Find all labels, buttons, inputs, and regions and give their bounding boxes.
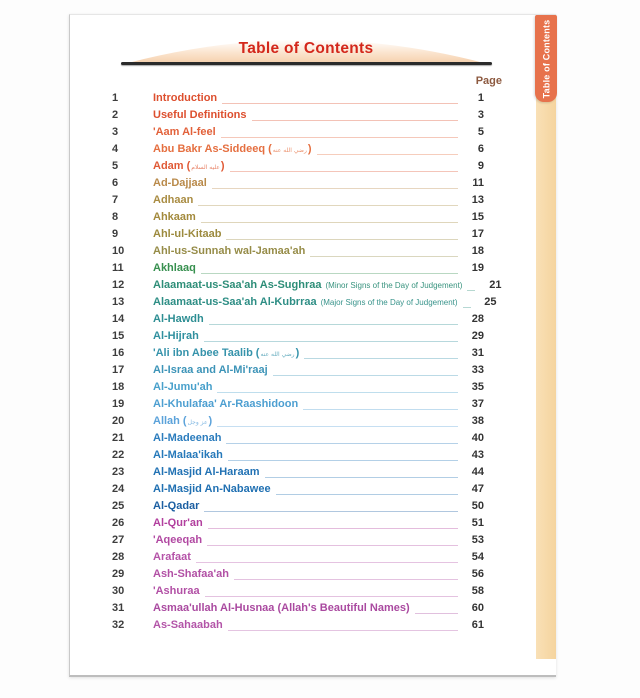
entry-title: Asmaa'ullah Al-Husnaa (Allah's Beautiful Names) [153,602,410,614]
toc-entry[interactable] [112,447,486,464]
toc-entry[interactable] [112,90,486,107]
entry-page-number: 53 [471,534,484,546]
leader-line [226,239,458,240]
toc-entry[interactable] [112,617,486,634]
leader-line [196,562,458,563]
toc-entry[interactable] [112,226,486,243]
entry-honorific-arabic: عز وجل [187,419,208,426]
entry-page-number: 47 [471,483,484,495]
entry-number: 9 [112,228,119,240]
entry-number: 15 [112,330,125,342]
entry-page-number: 54 [471,551,484,563]
toc-entry[interactable] [112,277,502,294]
entry-title: Introduction [153,92,218,104]
toc-entry[interactable] [112,600,486,617]
toc-entry[interactable] [112,260,486,277]
toc-entry[interactable] [112,345,486,362]
entry-title: Arafaat [153,551,191,563]
entry-number: 28 [112,551,125,563]
entry-number: 19 [112,398,125,410]
entry-number: 31 [112,602,125,614]
book-page [69,14,556,677]
entry-title: 'Aam Al-feel [153,126,216,138]
toc-entry[interactable] [112,566,486,583]
entry-number: 21 [112,432,125,444]
entry-page-number: 11 [472,177,484,189]
toc-entry[interactable] [112,413,486,430]
entry-number: 32 [112,619,125,631]
leader-line [228,460,458,461]
toc-entry[interactable] [112,209,486,226]
toc-entry[interactable] [112,175,486,192]
entry-title: Allah [153,415,180,427]
leader-line [205,596,458,597]
entry-title: Al-Masjid An-Nabawee [153,483,271,495]
entry-title: Al-Khulafaa' Ar-Raashidoon [153,398,299,410]
leader-line [265,477,458,478]
entry-page-number: 40 [471,432,484,444]
toc-entry[interactable] [112,158,486,175]
entry-number: 10 [112,245,125,257]
entry-number: 8 [112,211,119,223]
leader-line [212,188,458,189]
entry-page-number: 15 [471,211,484,223]
entry-number: 7 [112,194,119,206]
entry-title: Al-Hijrah [153,330,199,342]
entry-number: 4 [112,143,119,155]
entry-page-number: 17 [471,228,484,240]
entry-title: 'Ali ibn Abee Taalib [153,347,253,359]
entry-page-number: 13 [471,194,484,206]
entry-page-number: 25 [484,296,497,308]
page-edge-strip [536,15,556,659]
leader-line [252,120,458,121]
entry-page-number: 28 [471,313,484,325]
entry-number: 24 [112,483,125,495]
side-tab-table-of-contents[interactable] [535,15,557,102]
entry-number: 29 [112,568,125,580]
leader-line [204,511,458,512]
toc-entry[interactable] [112,243,486,260]
entry-number: 23 [112,466,125,478]
leader-line [276,494,458,495]
leader-line [273,375,458,376]
entry-title: Ad-Dajjaal [153,177,207,189]
leader-line [204,341,458,342]
entry-title: Ahl-ul-Kitaab [153,228,222,240]
entry-page-number: 38 [471,415,484,427]
entry-title: Ahl-us-Sunnah wal-Jamaa'ah [153,245,306,257]
entry-title: Alaamaat-us-Saa'ah Al-Kubrraa [153,296,317,308]
toc-entry[interactable] [112,464,486,481]
entry-number: 1 [112,92,119,104]
toc-entry[interactable] [112,107,486,124]
toc-entry[interactable] [112,583,486,600]
entry-page-number: 60 [471,602,484,614]
entry-page-number: 35 [471,381,484,393]
entry-honorific-arabic: عليه السلام [191,164,220,171]
entry-page-number: 6 [477,143,484,155]
entry-page-number: 43 [471,449,484,461]
entry-title: Alaamaat-us-Saa'ah As-Sughraa [153,279,322,291]
leader-line [201,273,458,274]
leader-line [467,290,475,291]
entry-page-number: 18 [471,245,484,257]
entry-number: 14 [112,313,125,325]
entry-number: 5 [112,160,119,172]
toc-rows [112,90,502,634]
entry-number: 16 [112,347,125,359]
leader-line [415,613,458,614]
toc-entry[interactable] [112,549,486,566]
entry-title: Al-Masjid Al-Haraam [153,466,260,478]
leader-line [228,630,458,631]
entry-title: Al-Qur'an [153,517,203,529]
leader-line [208,528,458,529]
entry-honorific-wrap: (رضي الله عنه) [268,143,312,155]
leader-line [222,103,458,104]
toc-entry[interactable] [112,515,486,532]
entry-page-number: 33 [471,364,484,376]
entry-page-number: 37 [471,398,484,410]
entry-honorific-wrap: (عز وجل) [182,415,213,427]
entry-page-number: 1 [477,92,484,104]
toc-entry[interactable] [112,532,486,549]
entry-title: Al-Madeenah [153,432,222,444]
page-title: Table of Contents [238,40,374,57]
toc-entry[interactable] [112,379,486,396]
entry-title: Ahkaam [153,211,196,223]
page-column-header: Page [475,75,502,87]
entry-number: 22 [112,449,125,461]
entry-number: 2 [112,109,119,121]
entry-honorific-wrap: (رضي الله عنه) [255,347,300,359]
entry-page-number: 44 [471,466,484,478]
leader-line [463,307,471,308]
entry-title: Abu Bakr As-Siddeeq [153,143,266,155]
toc-entry[interactable] [112,141,486,158]
entry-title: Al-Jumu'ah [153,381,213,393]
entry-number: 3 [112,126,119,138]
leader-line [221,137,458,138]
leader-line [230,171,458,172]
entry-title: Al-Hawdh [153,313,204,325]
toc-entry[interactable] [112,498,486,515]
entry-honorific-wrap: (عليه السلام) [186,160,225,172]
entry-page-number: 29 [471,330,484,342]
entry-number: 13 [112,296,125,308]
entry-title: Akhlaaq [153,262,196,274]
entry-number: 20 [112,415,125,427]
entry-number: 30 [112,585,125,597]
leader-line [226,443,458,444]
entry-honorific-arabic: رضي الله عنه [260,351,295,358]
entry-page-number: 51 [471,517,484,529]
entry-title: Adam [153,160,184,172]
entry-title: Al-Malaa'ikah [153,449,223,461]
entry-page-number: 31 [471,347,484,359]
entry-page-number: 58 [471,585,484,597]
entry-page-number: 21 [489,279,502,291]
entry-page-number: 9 [477,160,484,172]
header-underline [121,62,492,65]
side-tab-label: Table of Contents [541,19,552,98]
leader-line [303,409,458,410]
entry-number: 17 [112,364,125,376]
leader-line [317,154,458,155]
entry-title: Al-Qadar [153,500,200,512]
entry-title: Useful Definitions [153,109,247,121]
toc-entry[interactable] [112,328,486,345]
toc-list [112,73,502,634]
entry-title: 'Aqeeqah [153,534,203,546]
leader-line [207,545,458,546]
leader-line [217,392,458,393]
entry-title: 'Ashuraa [153,585,200,597]
toc-entry[interactable] [112,396,486,413]
entry-page-number: 56 [471,568,484,580]
toc-entry[interactable] [112,311,486,328]
entry-number: 26 [112,517,125,529]
leader-line [304,358,458,359]
entry-page-number: 19 [471,262,484,274]
entry-title: Al-Israa and Al-Mi'raaj [153,364,268,376]
entry-number: 12 [112,279,125,291]
entry-title: As-Sahaabah [153,619,223,631]
entry-title: Adhaan [153,194,194,206]
toc-entry[interactable] [112,430,486,447]
leader-line [198,205,458,206]
entry-number: 11 [112,262,124,274]
entry-subtitle-note: (Major Signs of the Day of Judgement) [320,298,458,307]
entry-page-number: 3 [477,109,484,121]
toc-entry[interactable] [112,362,486,379]
leader-line [310,256,458,257]
entry-subtitle-note: (Minor Signs of the Day of Judgement) [325,281,463,290]
leader-line [201,222,458,223]
toc-entry[interactable] [112,481,486,498]
toc-entry[interactable] [112,294,497,311]
entry-honorific-arabic: رضي الله عنه [272,147,307,154]
entry-number: 25 [112,500,125,512]
entry-page-number: 61 [471,619,484,631]
entry-page-number: 5 [477,126,484,138]
entry-page-number: 50 [471,500,484,512]
entry-number: 27 [112,534,125,546]
toc-entry[interactable] [112,124,486,141]
leader-line [234,579,458,580]
entry-number: 18 [112,381,125,393]
entry-number: 6 [112,177,119,189]
entry-title: Ash-Shafaa'ah [153,568,229,580]
leader-line [217,426,458,427]
toc-entry[interactable] [112,192,486,209]
leader-line [209,324,458,325]
